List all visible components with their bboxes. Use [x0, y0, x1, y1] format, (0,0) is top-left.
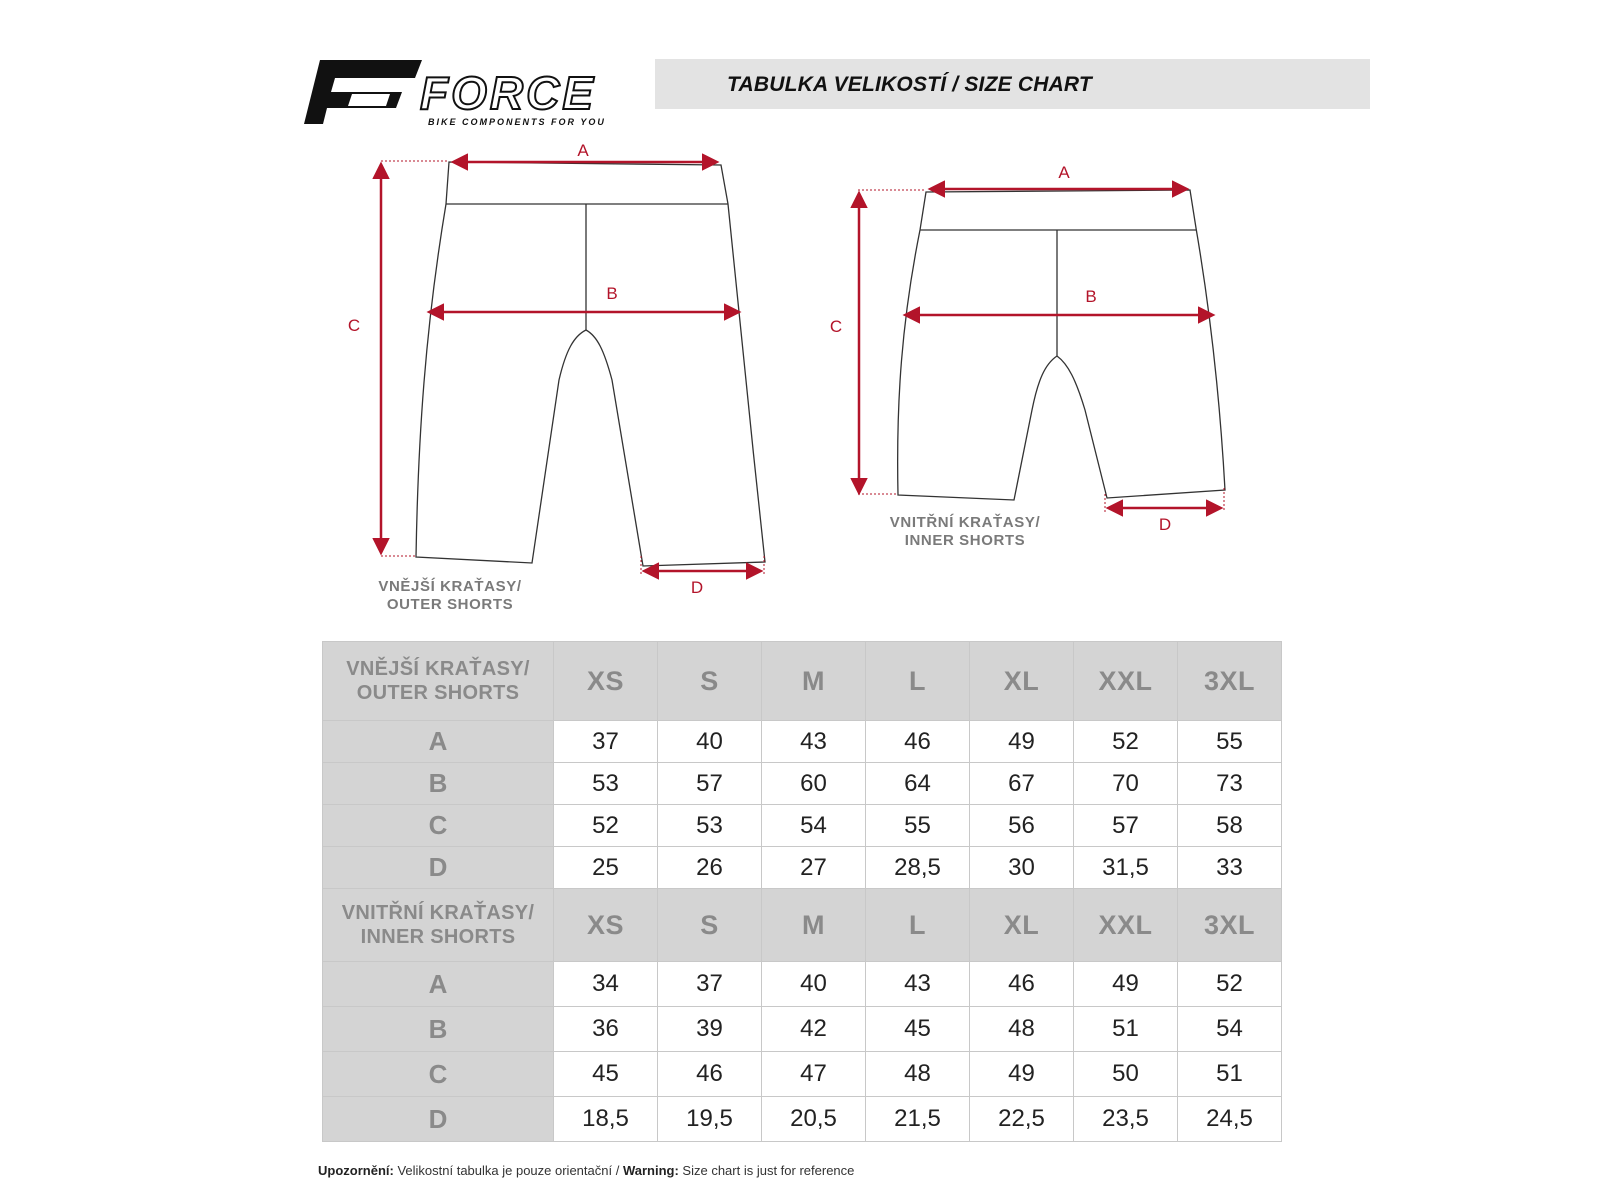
warning-cz-text: Velikostní tabulka je pouze orientační / — [397, 1163, 620, 1178]
brand-tagline: BIKE COMPONENTS FOR YOU — [428, 117, 606, 127]
table-cell: 67 — [970, 763, 1074, 805]
table-cell: 54 — [1178, 1007, 1282, 1052]
table-row — [323, 721, 1282, 763]
table-cell: 46 — [970, 962, 1074, 1007]
table-cell: 26 — [658, 847, 762, 889]
table-cell: 52 — [1074, 721, 1178, 763]
table-cell: 42 — [762, 1007, 866, 1052]
table-cell: 53 — [554, 763, 658, 805]
table-cell: 48 — [866, 1052, 970, 1097]
table-cell: 51 — [1178, 1052, 1282, 1097]
table-cell: 52 — [554, 805, 658, 847]
table-cell: 40 — [762, 962, 866, 1007]
table-cell: 49 — [1074, 962, 1178, 1007]
table-cell: 49 — [970, 1052, 1074, 1097]
table-cell: 34 — [554, 962, 658, 1007]
inner-group-title-line: INNER SHORTS — [360, 926, 516, 948]
table-cell: 45 — [866, 1007, 970, 1052]
table-cell: 37 — [554, 721, 658, 763]
table-cell: 64 — [866, 763, 970, 805]
table-row — [323, 763, 1282, 805]
table-row — [323, 1052, 1282, 1097]
table-cell: 52 — [1178, 962, 1282, 1007]
outer-group-title — [323, 642, 554, 721]
outer-group-title-line: OUTER SHORTS — [356, 682, 520, 704]
table-row — [323, 847, 1282, 889]
inner-header-row — [323, 889, 1282, 962]
table-cell: 37 — [658, 962, 762, 1007]
table-cell: 53 — [658, 805, 762, 847]
table-cell: 57 — [1074, 805, 1178, 847]
table-cell: 40 — [658, 721, 762, 763]
table-row — [323, 805, 1282, 847]
outer-size-header: XS — [554, 642, 658, 721]
table-cell: 58 — [1178, 805, 1282, 847]
table-cell: 39 — [658, 1007, 762, 1052]
inner-row-label: D — [323, 1097, 554, 1142]
warning-en-label: Warning: — [622, 1163, 679, 1178]
inner-group-title — [323, 889, 554, 962]
table-cell: 33 — [1178, 847, 1282, 889]
table-row — [323, 1007, 1282, 1052]
inner-dimension-guides — [858, 190, 1224, 512]
table-cell: 46 — [866, 721, 970, 763]
table-cell: 31,5 — [1074, 847, 1178, 889]
table-cell: 45 — [554, 1052, 658, 1097]
outer-label-b: B — [606, 284, 618, 303]
page-title: TABULKA VELIKOSTÍ / SIZE CHART — [727, 73, 1092, 96]
table-cell: 47 — [762, 1052, 866, 1097]
table-cell: 22,5 — [970, 1097, 1074, 1142]
table-cell: 73 — [1178, 763, 1282, 805]
inner-size-header: XXL — [1074, 889, 1178, 962]
inner-size-header: M — [762, 889, 866, 962]
table-cell: 19,5 — [658, 1097, 762, 1142]
outer-label-c: C — [347, 316, 361, 335]
outer-size-header: XXL — [1074, 642, 1178, 721]
inner-shorts-caption: VNITŘNÍ KRAŤASY/ INNER SHORTS — [889, 514, 1041, 549]
table-row — [323, 1097, 1282, 1142]
inner-label-b: B — [1085, 287, 1097, 306]
outer-shorts-caption: VNĚJŠÍ KRAŤASY/ OUTER SHORTS — [378, 578, 522, 613]
outer-dimension-guides — [381, 161, 764, 576]
table-cell: 24,5 — [1178, 1097, 1282, 1142]
table-cell: 51 — [1074, 1007, 1178, 1052]
table-cell: 49 — [970, 721, 1074, 763]
table-row — [323, 962, 1282, 1007]
outer-size-header: XL — [970, 642, 1074, 721]
inner-size-header: L — [866, 889, 970, 962]
outer-label-d: D — [690, 578, 704, 597]
table-cell: 56 — [970, 805, 1074, 847]
table-cell: 54 — [762, 805, 866, 847]
table-cell: 48 — [970, 1007, 1074, 1052]
outer-header-row — [323, 642, 1282, 721]
outer-row-label: C — [323, 805, 554, 847]
inner-row-label: C — [323, 1052, 554, 1097]
inner-label-c: C — [829, 317, 843, 336]
inner-size-header: 3XL — [1178, 889, 1282, 962]
size-table-body — [323, 642, 1282, 1142]
inner-group-title-line: VNITŘNÍ KRAŤASY/ — [341, 902, 535, 924]
outer-group-title-line: VNĚJŠÍ KRAŤASY/ — [346, 658, 530, 680]
table-cell: 60 — [762, 763, 866, 805]
outer-row-label: D — [323, 847, 554, 889]
outer-row-label: B — [323, 763, 554, 805]
table-cell: 36 — [554, 1007, 658, 1052]
table-cell: 43 — [762, 721, 866, 763]
table-cell: 30 — [970, 847, 1074, 889]
table-cell: 46 — [658, 1052, 762, 1097]
table-cell: 55 — [1178, 721, 1282, 763]
size-table — [322, 641, 1282, 1142]
outer-size-header: S — [658, 642, 762, 721]
table-cell: 43 — [866, 962, 970, 1007]
outer-size-header: 3XL — [1178, 642, 1282, 721]
table-cell: 55 — [866, 805, 970, 847]
outer-size-header: M — [762, 642, 866, 721]
table-cell: 23,5 — [1074, 1097, 1178, 1142]
table-cell: 28,5 — [866, 847, 970, 889]
footer-disclaimer — [318, 1163, 854, 1178]
table-cell: 50 — [1074, 1052, 1178, 1097]
inner-label-a: A — [1058, 163, 1070, 182]
outer-shorts-outline — [416, 162, 765, 566]
inner-size-header: S — [658, 889, 762, 962]
outer-label-a: A — [577, 141, 589, 160]
inner-label-d: D — [1158, 515, 1172, 534]
inner-row-label: A — [323, 962, 554, 1007]
outer-size-header: L — [866, 642, 970, 721]
inner-size-header: XL — [970, 889, 1074, 962]
brand-name: FORCE — [420, 67, 596, 119]
warning-cz-label: Upozornění: — [318, 1163, 394, 1178]
table-cell: 70 — [1074, 763, 1178, 805]
table-cell: 18,5 — [554, 1097, 658, 1142]
table-cell: 21,5 — [866, 1097, 970, 1142]
inner-row-label: B — [323, 1007, 554, 1052]
warning-en-text: Size chart is just for reference — [682, 1163, 855, 1178]
table-cell: 27 — [762, 847, 866, 889]
outer-row-label: A — [323, 721, 554, 763]
inner-size-header: XS — [554, 889, 658, 962]
inner-shorts-outline — [898, 190, 1225, 500]
table-cell: 57 — [658, 763, 762, 805]
table-cell: 20,5 — [762, 1097, 866, 1142]
table-cell: 25 — [554, 847, 658, 889]
